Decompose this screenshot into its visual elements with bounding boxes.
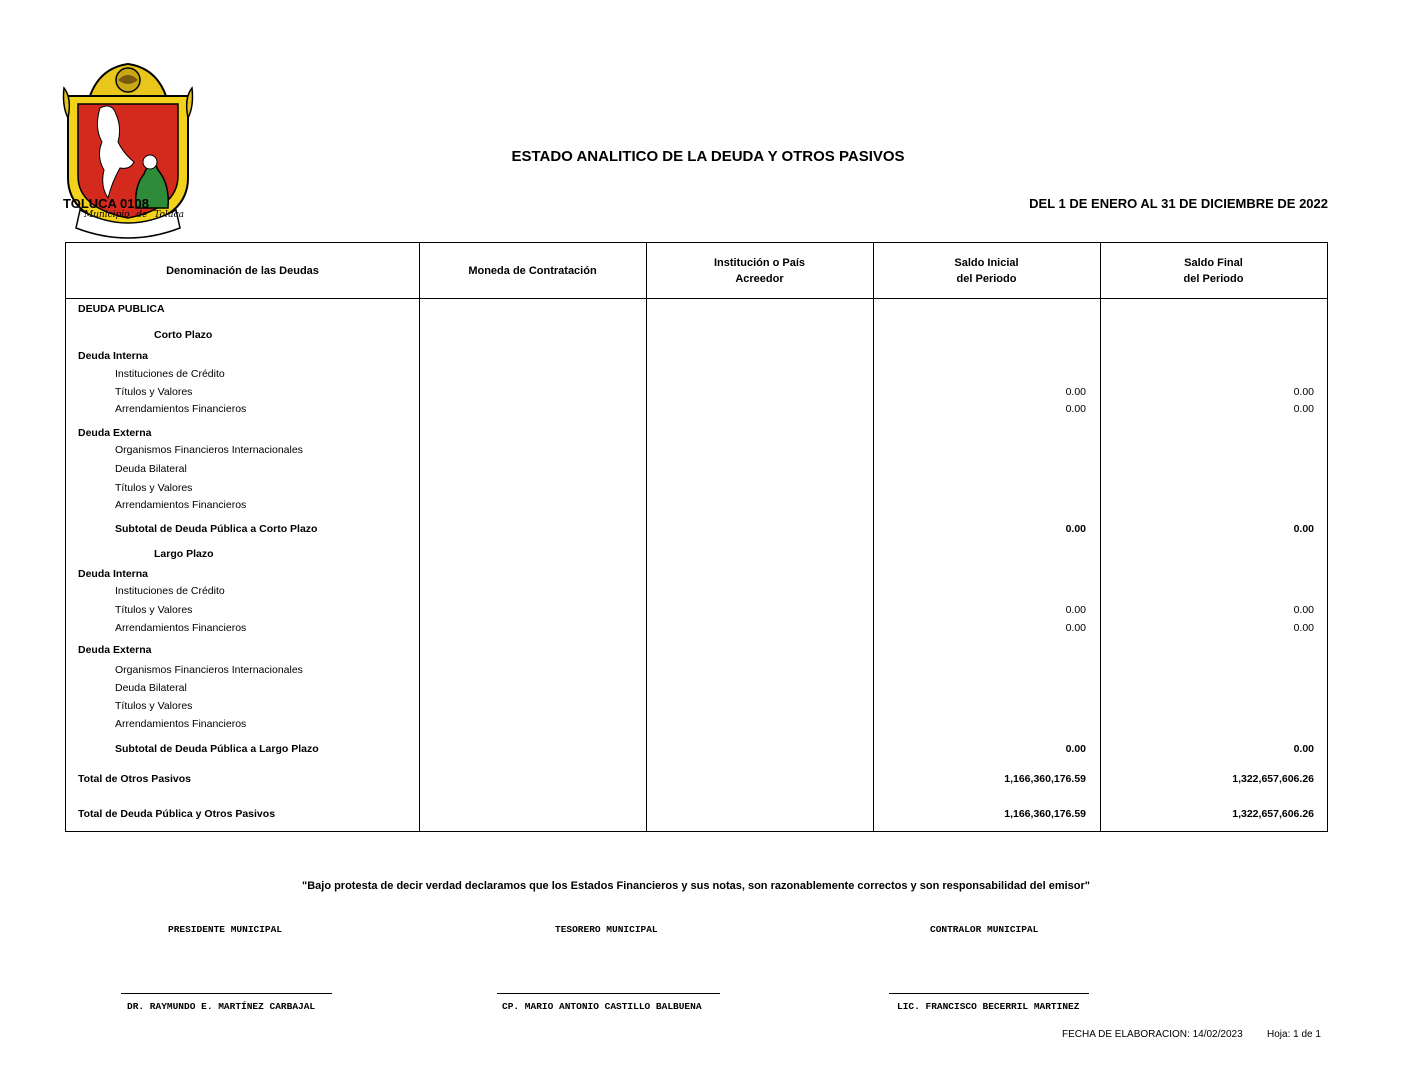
signature-line-tesorero (497, 993, 720, 994)
table-row: Arrendamientos Financieros (115, 499, 247, 511)
entity-name: TOLUCA 0108 (63, 196, 149, 211)
table-row: Corto Plazo (154, 329, 213, 341)
table-row: Títulos y Valores (115, 700, 193, 712)
report-period: DEL 1 DE ENERO AL 31 DE DICIEMBRE DE 2022 (1029, 196, 1328, 211)
table-row: Organismos Financieros Internacionales (115, 444, 303, 456)
table-row: Deuda Interna (78, 350, 149, 362)
protesta-statement: "Bajo protesta de decir verdad declaramos que los Estados Financieros y sus notas, son razonablemente correctos y son responsabilidad del emisor" (301, 880, 1090, 892)
header-saldo-final: Saldo Final del Periodo (1183, 256, 1244, 285)
header-institucion: Institución o País Acreedor (713, 256, 806, 285)
header-denominacion: Denominación de las Deudas (166, 264, 319, 277)
table-row: Títulos y Valores 0.00 0.00 (115, 386, 1314, 398)
table-row: Instituciones de Crédito (115, 585, 225, 597)
table-row: Deuda Bilateral (115, 463, 187, 475)
signature-role-contralor: CONTRALOR MUNICIPAL (930, 924, 1039, 935)
debt-table (65, 242, 1328, 832)
signature-line-presidente (121, 993, 332, 994)
table-row: Deuda Externa (78, 427, 152, 439)
table-row: Organismos Financieros Internacionales (115, 664, 303, 676)
header-saldo-inicial: Saldo Inicial del Periodo (954, 256, 1019, 285)
header-moneda: Moneda de Contratación (468, 264, 597, 277)
signature-name-tesorero: CP. MARIO ANTONIO CASTILLO BALBUENA (502, 1001, 702, 1012)
table-row: Largo Plazo (154, 548, 214, 560)
page-number: Hoja: 1 de 1 (1267, 1029, 1321, 1040)
signature-role-presidente: PRESIDENTE MUNICIPAL (168, 924, 283, 935)
table-row: Deuda Externa (78, 644, 152, 656)
table-row: Arrendamientos Financieros 0.00 0.00 (115, 622, 1314, 634)
table-row: Deuda Bilateral (115, 682, 187, 694)
signature-role-tesorero: TESORERO MUNICIPAL (555, 924, 658, 935)
table-row: Arrendamientos Financieros 0.00 0.00 (115, 403, 1314, 415)
table-row: DEUDA PUBLICA (78, 303, 165, 315)
table-row: Deuda Interna (78, 568, 149, 580)
table-row: Títulos y Valores 0.00 0.00 (115, 604, 1314, 616)
table-row: Total de Otros Pasivos 1,166,360,176.59 1,322,657,606.26 (78, 773, 1314, 785)
table-row: Subtotal de Deuda Pública a Largo Plazo 0.00 0.00 (115, 743, 1314, 755)
signature-name-presidente: DR. RAYMUNDO E. MARTÍNEZ CARBAJAL (127, 1001, 316, 1012)
page-title: ESTADO ANALITICO DE LA DEUDA Y OTROS PASIVOS (511, 148, 905, 165)
table-row: Subtotal de Deuda Pública a Corto Plazo 0.00 0.00 (115, 523, 1314, 535)
table-row: Instituciones de Crédito (115, 368, 225, 380)
table-row: Títulos y Valores (115, 482, 193, 494)
logo-text-toluca: Toluca (154, 210, 184, 220)
logo-text-municipio: Municipio (84, 210, 130, 220)
logo-text-de: de (136, 210, 148, 220)
fecha-elaboracion: FECHA DE ELABORACION: 14/02/2023 (1062, 1029, 1243, 1040)
table-row: Total de Deuda Pública y Otros Pasivos 1,166,360,176.59 1,322,657,606.26 (78, 808, 1314, 820)
signature-name-contralor: LIC. FRANCISCO BECERRIL MARTINEZ (897, 1001, 1080, 1012)
signature-line-contralor (889, 993, 1089, 994)
table-row: Arrendamientos Financieros (115, 718, 247, 730)
